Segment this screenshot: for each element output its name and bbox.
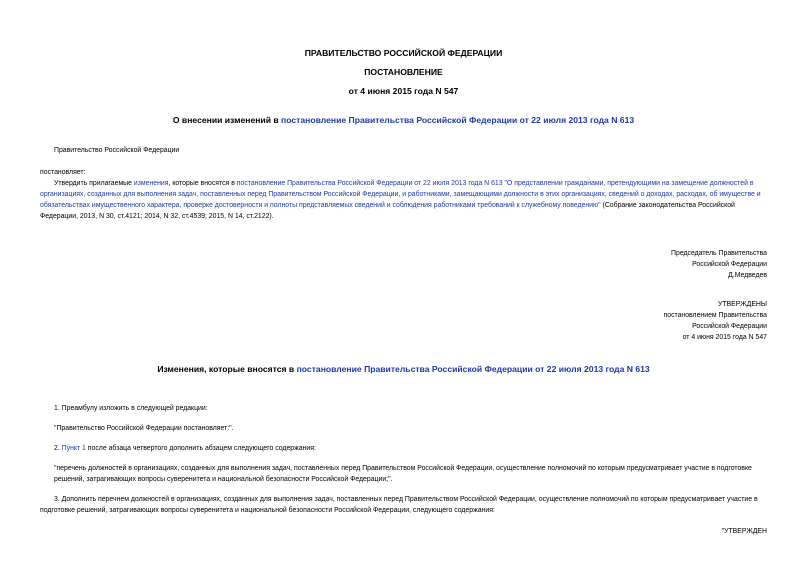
changes-title [0, 364, 807, 374]
decree-paragraph [40, 178, 770, 222]
signature-name: Д.Медведев [728, 272, 767, 279]
decree-text-start: Утвердить прилагаемые [54, 180, 134, 187]
doc-type-heading: ПОСТАНОВЛЕНИЕ [364, 67, 443, 77]
org-heading: ПРАВИТЕЛЬСТВО РОССИЙСКОЙ ФЕДЕРАЦИИ [304, 48, 503, 58]
item-2-number: 2. [54, 445, 62, 452]
changes-title-link[interactable]: постановление Правительства Российской Федерации от 22 июля 2013 года N 613 [296, 364, 650, 374]
decree-613-link[interactable]: постановление Правительства Российской Федерации от 22 июля 2013 года N 613 "О представлении гражданами, претендующими на замещение должностей в организациях, созданных для выполнения задач, поставленных перед Правительством Российской Федерации, и работниками, замещающими должности в этих организациях, сведений о доходах, расходах, об имуществе и обязательствах имущественного характера, проверке достоверности и полноты представляемых сведений и соблюдения работниками требований к служебному поведению" [40, 180, 761, 209]
doc-date: от 4 июня 2015 года N 547 [348, 86, 459, 96]
item-1-quote: "Правительство Российской Федерации постановляет:". [54, 425, 234, 432]
intro-resolves: постановляет: [40, 169, 86, 176]
signature-position: Председатель Правительства [671, 250, 767, 257]
decree-text-end: (Собрание законодательства Российской Федерации, 2013, N 30, ст.4121; 2014, N 32, ст.4539; 2015, N 14, ст.2122). [40, 202, 735, 220]
approved-by: постановлением Правительства [663, 312, 767, 319]
changes-link[interactable]: изменения [133, 180, 169, 187]
approved-label: УТВЕРЖДЕНЫ [718, 301, 767, 308]
approved-country: Российской Федерации [692, 323, 767, 330]
intro-government: Правительство Российской Федерации [54, 147, 180, 154]
title-decree-link[interactable]: постановление Правительства Российской Федерации от 22 июля 2013 года N 613 [281, 115, 635, 125]
item-2-quote: "перечень должностей в организациях, созданных для выполнения задач, поставленных перед Правительством Российской Федерации, осуществление полномочий по которым предусматривает участие в подготовке решений, затрагивающих вопросы суверенитета и национальной безопасности Российской Федерации;". [54, 465, 752, 483]
item-2 [54, 443, 770, 454]
item-3: 3. Дополнить перечнем должностей в организациях, созданных для выполнения задач, поставленных перед Правительством Российской Федерации, осуществление полномочий по которым предусматривает участие в подготовке решений, затрагивающих вопросы суверенитета и национальной безопасности Российской Федерации, следующего содержания: [40, 496, 758, 514]
decree-text-mid: , которые вносятся в [168, 180, 237, 187]
doc-title-prefix: О внесении изменений в [172, 115, 282, 125]
item-2-point-link[interactable]: Пункт 1 [61, 445, 86, 452]
approved-block [664, 299, 768, 343]
item-1: 1. Преамбулу изложить в следующей редакции: [54, 405, 208, 412]
signature-country: Российской Федерации [692, 261, 767, 268]
item-3-quote: "УТВЕРЖДЕН [721, 528, 767, 535]
changes-title-prefix: Изменения, которые вносятся в [157, 364, 297, 374]
approved-date: от 4 июня 2015 года N 547 [682, 334, 767, 341]
item-2-text: после абзаца четвертого дополнить абзацем следующего содержания: [85, 445, 316, 452]
doc-title [0, 115, 807, 125]
signature-block [671, 248, 767, 281]
